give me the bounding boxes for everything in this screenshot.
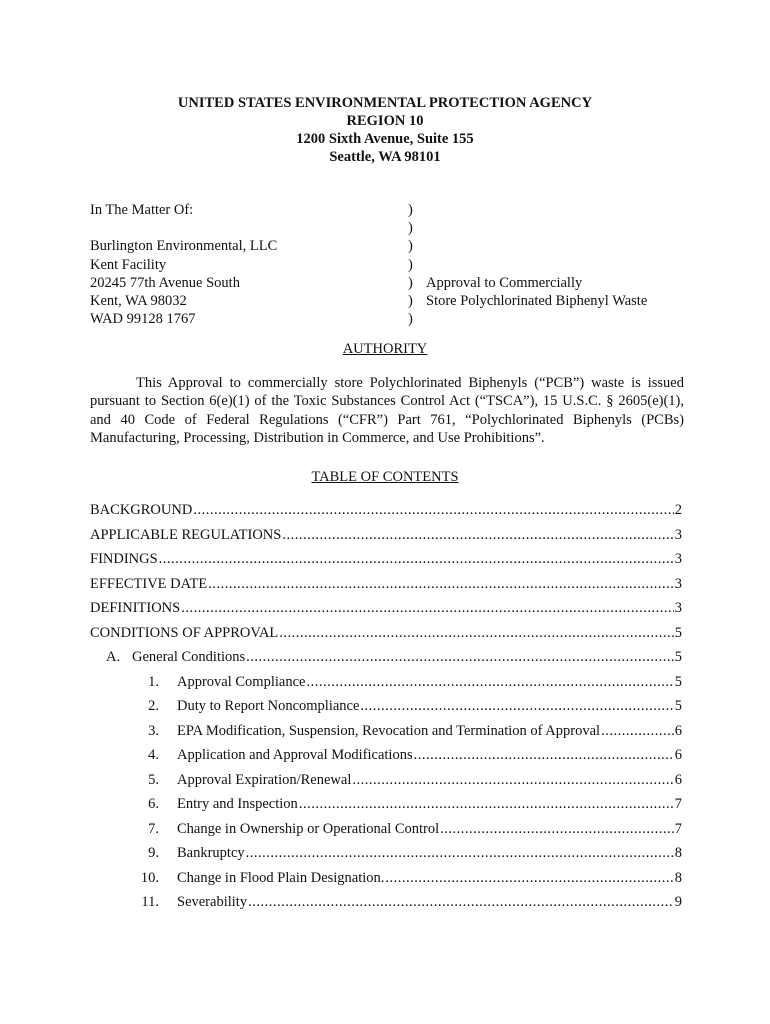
caption-line: In The Matter Of: [90, 202, 194, 218]
authority-heading: AUTHORITY [342, 341, 428, 357]
toc-entry-page: 5 [674, 698, 682, 714]
toc-entry[interactable] [90, 625, 682, 645]
toc-entry-number: 7. [148, 820, 159, 837]
toc-entry-label: FINDINGS [90, 551, 158, 567]
toc-entry-page: 3 [674, 575, 682, 592]
caption-title [426, 274, 706, 310]
caption-title-line: Approval to Commercially [426, 274, 583, 291]
toc-entry-label: Bankruptcy [177, 845, 245, 861]
caption-paren: ) [408, 220, 413, 237]
toc-entry-page: 5 [674, 673, 682, 690]
toc-dot-leader [385, 870, 673, 887]
toc-entry-page: 9 [674, 894, 682, 910]
toc-entry-number: 9. [148, 845, 159, 861]
toc-dot-leader [352, 772, 673, 789]
toc-entry-page: 5 [674, 649, 682, 665]
caption-line: Burlington Environmental, LLC [90, 238, 278, 255]
caption-parties [90, 201, 400, 328]
toc-entry[interactable] [90, 870, 682, 890]
caption-paren: ) [408, 238, 413, 255]
agency-header [0, 94, 770, 166]
caption-line [90, 219, 400, 237]
agency-region: REGION 10 [346, 113, 424, 129]
agency-name: UNITED STATES ENVIRONMENTAL PROTECTION AGENCY [177, 95, 593, 111]
toc-entry-page: 7 [674, 820, 682, 837]
agency-address: 1200 Sixth Avenue, Suite 155 [296, 131, 474, 147]
toc-entry-label: APPLICABLE REGULATIONS [90, 526, 282, 543]
toc-dot-leader [181, 600, 674, 617]
toc-entry-number: 4. [148, 747, 159, 763]
toc-entry-label: Change in Flood Plain Designation. [177, 869, 385, 886]
toc-entry[interactable] [90, 772, 682, 792]
toc-entry[interactable] [90, 894, 682, 914]
toc-entry-page: 8 [674, 869, 682, 886]
toc-dot-leader [360, 698, 673, 715]
toc-dot-leader [299, 796, 674, 813]
toc-entry-page: 3 [674, 526, 682, 543]
toc-entry-page: 3 [674, 600, 682, 616]
toc-dot-leader [282, 527, 673, 544]
toc-entry-label: BACKGROUND [90, 502, 193, 518]
caption-line: Kent Facility [90, 256, 167, 273]
toc-dot-leader [246, 845, 674, 862]
toc-entry-label: Duty to Report Noncompliance [177, 698, 360, 714]
toc-entry-label: Approval Compliance [177, 673, 306, 690]
toc-dot-leader [440, 821, 674, 838]
caption-paren: ) [408, 292, 413, 309]
toc-dot-leader [208, 576, 674, 593]
caption-parentheses [408, 201, 422, 328]
toc-entry[interactable] [90, 821, 682, 841]
toc-entry-page: 6 [674, 722, 682, 739]
caption-line: WAD 99128 1767 [90, 311, 196, 328]
toc-entry-number: 11. [141, 894, 159, 910]
caption-paren: ) [408, 311, 413, 328]
caption-paren: ) [408, 274, 413, 291]
toc-entry[interactable] [90, 796, 682, 816]
toc-entry-page: 6 [674, 747, 682, 763]
toc-entry-number: 10. [140, 869, 159, 886]
toc-dot-leader [414, 747, 674, 764]
toc-entry-number: 1. [148, 673, 159, 690]
caption-line: 20245 77th Avenue South [90, 274, 240, 291]
toc-entry-label: Application and Approval Modifications [177, 747, 413, 763]
agency-city: Seattle, WA 98101 [329, 149, 441, 165]
toc-entry-number: 3. [148, 722, 159, 739]
toc-dot-leader [279, 625, 673, 642]
caption-paren: ) [408, 256, 413, 273]
toc-dot-leader [159, 551, 674, 568]
toc-entry-number: A. [106, 649, 121, 665]
toc-entry-page: 2 [674, 502, 682, 518]
toc-heading: TABLE OF CONTENTS [311, 469, 459, 485]
caption-paren: ) [408, 202, 413, 218]
toc-entry-label: EPA Modification, Suspension, Revocation and Termination of Approval [177, 722, 601, 739]
toc-entry[interactable] [90, 551, 682, 571]
toc-entry-label: Change in Ownership or Operational Control [177, 820, 440, 837]
toc-dot-leader [601, 723, 674, 740]
caption-title-line: Store Polychlorinated Biphenyl Waste [426, 292, 648, 309]
toc-entry-label: Approval Expiration/Renewal [177, 771, 352, 788]
toc-entry-page: 7 [674, 796, 682, 812]
toc-entry-number: 2. [148, 698, 159, 714]
toc-entry-label: General Conditions [132, 649, 246, 665]
toc-entry[interactable] [90, 600, 682, 620]
toc-entry[interactable] [90, 674, 682, 694]
authority-paragraph: This Approval to commercially store Polychlorinated Biphenyls (“PCB”) waste is issued pursuant to Section 6(e)(1) of the Toxic Substances Control Act (“TSCA”), 15 U.S.C. § 2605(e)(1), and 40 Code of Federal Regulations (“CFR”) Part 761, “Polychlorinated Biphenyls (PCBs) Manufacturing, Processing, Distribution in Commerce, and Use Prohibitions”. [90, 375, 684, 447]
toc-entry-label: CONDITIONS OF APPROVAL [90, 624, 279, 641]
toc-entry-page: 6 [674, 771, 682, 788]
toc-entry[interactable] [90, 845, 682, 865]
toc-entry[interactable] [90, 649, 682, 669]
toc-entry[interactable] [90, 527, 682, 547]
toc-entry-label: DEFINITIONS [90, 600, 181, 616]
toc-entry-label: Severability [177, 894, 248, 910]
toc-entry-label: EFFECTIVE DATE [90, 575, 208, 592]
toc-dot-leader [193, 502, 673, 519]
toc-dot-leader [246, 649, 674, 666]
toc-dot-leader [248, 894, 674, 911]
toc-entry-page: 8 [674, 845, 682, 861]
toc-entry[interactable] [90, 747, 682, 767]
toc-entry[interactable] [90, 576, 682, 596]
toc-entry[interactable] [90, 723, 682, 743]
toc-entry[interactable] [90, 502, 682, 522]
toc-entry[interactable] [90, 698, 682, 718]
toc-entry-page: 5 [674, 624, 682, 641]
toc-dot-leader [306, 674, 673, 691]
toc-entry-label: Entry and Inspection [177, 796, 298, 812]
toc-entry-page: 3 [674, 551, 682, 567]
caption-line: Kent, WA 98032 [90, 292, 187, 309]
toc-entry-number: 6. [148, 796, 159, 812]
toc-entry-number: 5. [148, 771, 159, 788]
